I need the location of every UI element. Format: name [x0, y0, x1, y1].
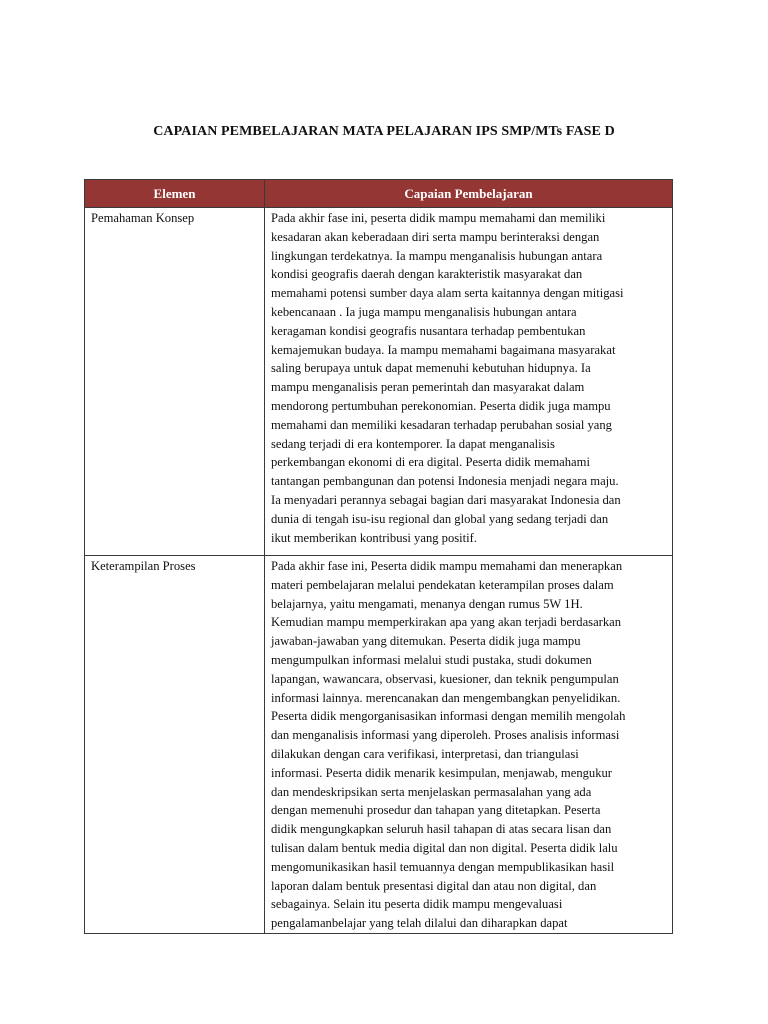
capaian-text-line: pengalamanbelajar yang telah dilalui dan diharapkan dapat: [271, 916, 568, 931]
capaian-text-line: memahami potensi sumber daya alam serta kaitannya dengan mitigasi: [271, 286, 624, 301]
capaian-text-line: lingkungan terdekatnya. Ia mampu menganalisis hubungan antara: [271, 248, 603, 263]
capaian-text-line: Pada akhir fase ini, peserta didik mampu memahami dan memiliki: [271, 211, 606, 225]
capaian-text-line: dilakukan dengan cara verifikasi, interpretasi, dan triangulasi: [271, 746, 579, 761]
capaian-text-line: mendorong pertumbuhan perekonomian. Peserta didik juga mampu: [271, 398, 611, 413]
capaian-text-line: dengan memenuhi prosedur dan tahapan yang ditetapkan. Peserta: [271, 803, 601, 818]
table-row: [85, 208, 673, 556]
capaian-text-line: mengumpulkan informasi melalui studi pustaka, studi dokumen: [271, 652, 592, 667]
capaian-text-line: informasi lainnya. merencanakan dan mengembangkan penyelidikan.: [271, 690, 621, 705]
elemen-cell: Keterampilan Proses: [85, 556, 265, 934]
capaian-text-line: kebencanaan . Ia juga mampu menganalisis hubungan antara: [271, 304, 577, 319]
capaian-text-line: mampu menganalisis peran pemerintah dan masyarakat dalam: [271, 380, 585, 395]
capaian-text-line: dan menganalisis informasi yang diperoleh. Proses analisis informasi: [271, 728, 620, 743]
column-header-capaian: Capaian Pembelajaran: [265, 180, 673, 208]
capaian-text-line: Kemudian mampu memperkirakan apa yang akan terjadi berdasarkan: [271, 615, 622, 630]
capaian-cell: [265, 556, 673, 934]
capaian-text-line: dunia di tengah isu-isu regional dan global yang sedang terjadi dan: [271, 511, 609, 526]
capaian-text-line: perkembangan ekonomi di era digital. Peserta didik memahami: [271, 455, 590, 470]
capaian-text-line: keragaman kondisi geografis nusantara terhadap pembentukan: [271, 323, 586, 338]
capaian-text-line: tulisan dalam bentuk media digital dan non digital. Peserta didik lalu: [271, 840, 618, 855]
capaian-text-line: kondisi geografis daerah dengan karakteristik masyarakat dan: [271, 267, 583, 282]
capaian-text-line: informasi. Peserta didik menarik kesimpulan, menjawab, mengukur: [271, 765, 612, 780]
capaian-text-line: jawaban-jawaban yang ditemukan. Peserta didik juga mampu: [271, 634, 581, 649]
capaian-text-line: belajarnya, yaitu mengamati, menanya dengan rumus 5W 1H.: [271, 596, 583, 611]
column-header-elemen: Elemen: [85, 180, 265, 208]
capaian-text-line: Ia menyadari perannya sebagai bagian dari masyarakat Indonesia dan: [271, 492, 621, 507]
capaian-text-line: didik mengungkapkan seluruh hasil tahapan di atas secara lisan dan: [271, 822, 612, 837]
capaian-text-line: tantangan pembangunan dan potensi Indonesia menjadi negara maju.: [271, 474, 619, 489]
capaian-text-line: sebagainya. Selain itu peserta didik mampu mengevaluasi: [271, 897, 563, 912]
capaian-text-line: sedang terjadi di era kontemporer. Ia dapat menganalisis: [271, 436, 555, 451]
capaian-text-line: materi pembelajaran melalui pendekatan keterampilan proses dalam: [271, 577, 614, 592]
capaian-table: [84, 179, 673, 934]
capaian-text-line: Peserta didik mengorganisasikan informasi dengan memilih mengolah: [271, 709, 626, 724]
table-row: [85, 556, 673, 934]
capaian-text-line: memahami dan memiliki kesadaran terhadap perubahan sosial yang: [271, 417, 612, 432]
capaian-text-line: Pada akhir fase ini, Peserta didik mampu memahami dan menerapkan: [271, 559, 623, 573]
page-title: CAPAIAN PEMBELAJARAN MATA PELAJARAN IPS SMP/MTs FASE D: [153, 124, 615, 139]
capaian-text-line: saling berupaya untuk dapat memenuhi kebutuhan hidupnya. Ia: [271, 361, 591, 376]
capaian-cell: [265, 208, 673, 556]
table-header-row: [85, 180, 673, 208]
capaian-text-line: kesadaran akan keberadaan diri serta mampu berinteraksi dengan: [271, 229, 600, 244]
capaian-text-line: kemajemukan budaya. Ia mampu memahami bagaimana masyarakat: [271, 342, 616, 357]
capaian-text-line: lapangan, wawancara, observasi, kuesioner, dan teknik pengumpulan: [271, 671, 619, 686]
capaian-text-line: laporan dalam bentuk presentasi digital dan atau non digital, dan: [271, 878, 597, 893]
capaian-text-line: ikut memberikan kontribusi yang positif.: [271, 530, 478, 545]
capaian-text-line: dan mendeskripsikan serta menjelaskan permasalahan yang ada: [271, 784, 592, 799]
capaian-text-line: mengomunikasikan hasil temuannya dengan mempublikasikan hasil: [271, 859, 615, 874]
elemen-cell: Pemahaman Konsep: [85, 208, 265, 556]
